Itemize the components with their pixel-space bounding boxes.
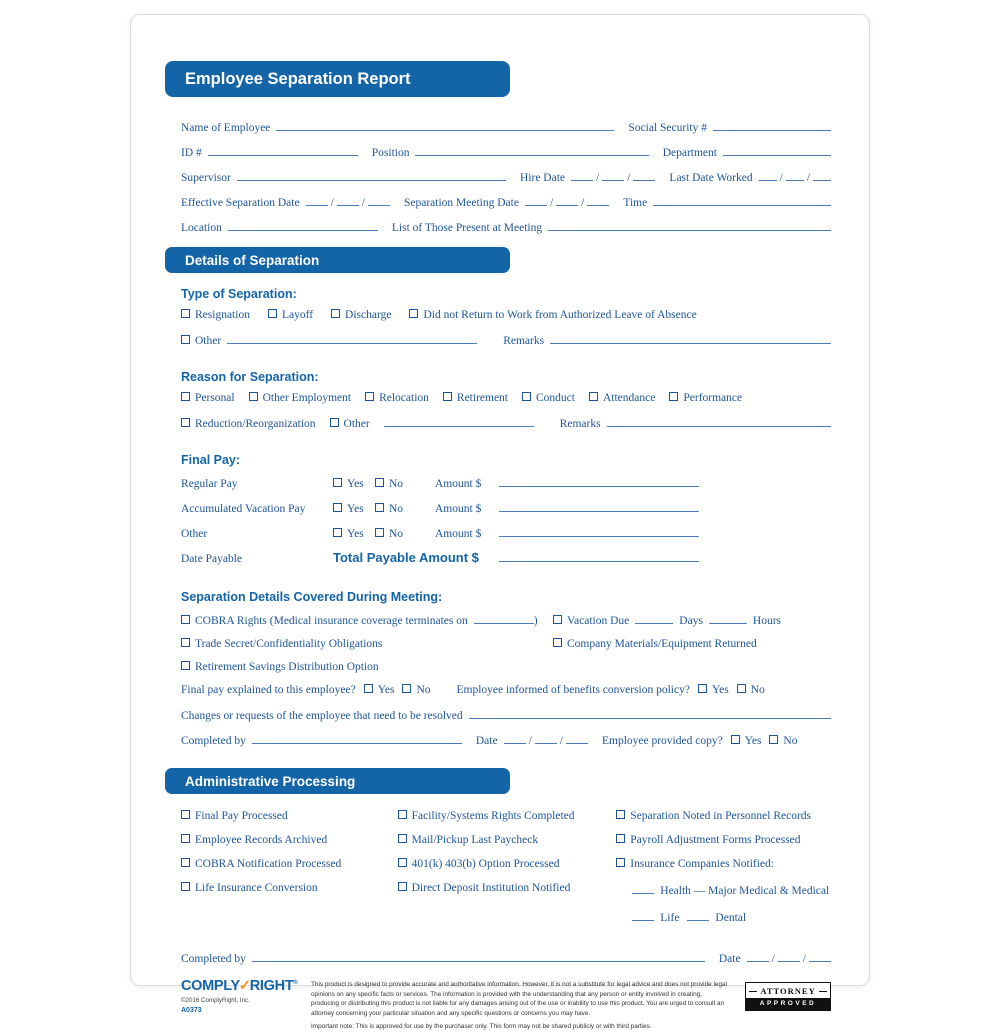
checkbox-label: Yes (377, 684, 395, 696)
checkbox-box[interactable] (409, 309, 418, 318)
changes-label: Changes or requests of the employee that need to be resolved (181, 710, 463, 722)
date-slash: / (528, 735, 532, 747)
reason-other-input[interactable] (384, 415, 534, 427)
type-of-separation-heading: Type of Separation: (181, 287, 297, 301)
checkbox-label: No (416, 684, 431, 696)
date-segment[interactable] (602, 169, 624, 181)
checkbox-label: Retirement (456, 392, 508, 404)
attorney-text: ATTORNEY (760, 986, 816, 996)
date-segment[interactable] (525, 194, 547, 206)
checkbox-final-pay-processed[interactable] (181, 810, 388, 823)
those-present-label: List of Those Present at Meeting (391, 222, 543, 234)
date-slash: / (549, 197, 554, 209)
health-insurance-row (632, 882, 831, 898)
date-slash: / (361, 197, 365, 209)
dental-label: Dental (715, 912, 747, 924)
checkbox-label: Yes (347, 528, 364, 540)
checkbox-label: Facility/Systems Rights Completed (411, 810, 575, 822)
checkbox-vacation-pay-yes[interactable] (333, 503, 375, 516)
checkbox-label: Insurance Companies Notified: (630, 858, 774, 870)
checkbox-401k-option[interactable] (398, 858, 607, 871)
supervisor-input[interactable] (237, 169, 506, 181)
brand-column (181, 978, 301, 1014)
reason-for-separation-heading: Reason for Separation: (181, 370, 319, 384)
location-input[interactable] (228, 219, 378, 231)
position-label: Position (371, 147, 410, 159)
time-input[interactable] (653, 194, 831, 206)
checkbox-other-employment[interactable] (249, 392, 351, 405)
checkbox-copy-provided-yes[interactable] (731, 735, 762, 748)
vacation-pay-amount-input[interactable] (499, 500, 699, 512)
checkbox-box[interactable] (616, 834, 625, 843)
checkbox-label: No (783, 735, 798, 747)
field-row-1 (181, 119, 831, 135)
other-pay-label: Other (181, 528, 208, 540)
date-slash: / (596, 172, 600, 184)
department-label: Department (662, 147, 717, 159)
cobra-close-paren: ) (533, 615, 538, 627)
checkbox-relocation[interactable] (365, 392, 429, 405)
checkbox-box[interactable] (375, 478, 384, 487)
checkbox-label: No (750, 684, 765, 696)
checkbox-label: Life Insurance Conversion (195, 882, 318, 894)
supervisor-label: Supervisor (181, 172, 231, 184)
checkbox-regular-pay-yes[interactable] (333, 478, 375, 491)
date-slash: / (559, 735, 563, 747)
dental-input[interactable] (687, 909, 709, 921)
logo-comply-text: COMPLY (181, 978, 240, 994)
meeting-completed-row (181, 732, 831, 748)
disclaimer-text: This product is designed to provide accurate and authoritative information. However, it is not a substitute for legal advice and does not provide legal opinions on any specific facts or services. The information is provided with the understanding that any person or entity involved in creating, producing or distributing this product is not liable for any damages arising out of the use or inability to use this product. You are urged to consult an attorney concerning your particular situation and any specific questions or concerns you may have. (311, 981, 727, 1017)
life-dental-row (632, 909, 831, 925)
field-row-2 (181, 144, 831, 160)
admin-processing-grid (181, 810, 831, 936)
department-input[interactable] (723, 144, 831, 156)
those-present-input[interactable] (548, 219, 831, 231)
checkbox-label: Performance (683, 392, 743, 404)
hire-date-input[interactable] (571, 169, 655, 185)
checkbox-conduct[interactable] (522, 392, 575, 405)
checkbox-box[interactable] (330, 418, 339, 427)
checkbox-reason-other[interactable] (330, 418, 370, 431)
checkbox-resignation[interactable] (181, 309, 250, 322)
checkbox-vacation-due[interactable] (553, 615, 629, 628)
date-segment[interactable] (556, 194, 578, 206)
time-label: Time (623, 197, 648, 209)
cobra-vacation-row (181, 612, 831, 628)
checkbox-box[interactable] (181, 309, 190, 318)
checkbox-label: No (389, 503, 404, 515)
type-other-row (181, 332, 831, 348)
checkbox-label: Retirement Savings Distribution Option (195, 661, 379, 673)
name-of-employee-input[interactable] (276, 119, 614, 131)
date-segment[interactable] (504, 732, 526, 744)
checkbox-cobra-notification[interactable] (181, 858, 388, 871)
questions-row (181, 684, 831, 697)
date-segment[interactable] (633, 169, 655, 181)
checkbox-company-materials[interactable] (553, 638, 757, 651)
checkbox-label: Discharge (345, 309, 392, 321)
footer-date-input[interactable] (747, 950, 831, 966)
life-input[interactable] (632, 909, 654, 921)
total-payable-label: Total Payable Amount $ (333, 550, 479, 565)
health-label: Health — Major Medical & Medical (660, 885, 830, 897)
checkbox-label: Company Materials/Equipment Returned (567, 638, 757, 650)
checkbox-label: Attendance (602, 392, 656, 404)
date-slash: / (806, 172, 810, 184)
date-slash: / (802, 953, 806, 965)
date-segment[interactable] (337, 194, 359, 206)
vacation-days-input[interactable] (635, 612, 673, 624)
checkbox-box[interactable] (181, 335, 190, 344)
checkbox-box[interactable] (333, 528, 342, 537)
name-of-employee-label: Name of Employee (181, 122, 271, 134)
meeting-completed-by-label: Completed by (181, 735, 246, 747)
vacation-pay-label: Accumulated Vacation Pay (181, 503, 306, 515)
checkbox-reduction-reorganization[interactable] (181, 418, 316, 431)
vacation-pay-row (181, 500, 831, 516)
checkbox-label: Mail/Pickup Last Paycheck (411, 834, 539, 846)
hire-date-label: Hire Date (519, 172, 566, 184)
checkbox-vacation-pay-no[interactable] (375, 503, 435, 516)
id-input[interactable] (208, 144, 358, 156)
copyright-text: ©2016 ComplyRight, Inc. (181, 997, 250, 1004)
amount-label: Amount $ (435, 478, 482, 490)
page-title: Employee Separation Report (185, 69, 411, 88)
copy-question: Employee provided copy? (601, 735, 723, 747)
checkbox-label: Employee Records Archived (195, 834, 328, 846)
checkbox-label: Final Pay Processed (195, 810, 288, 822)
badge-top (746, 983, 830, 998)
checkbox-box[interactable] (181, 661, 190, 670)
benefits-question: Employee informed of benefits conversion policy? (456, 684, 690, 696)
checkbox-no-return-from-leave[interactable] (409, 309, 696, 322)
approved-text: APPROVED (746, 998, 830, 1010)
employee-info-section (181, 119, 831, 235)
legal-disclaimer (301, 978, 745, 1032)
checkbox-label: Separation Noted in Personnel Records (630, 810, 812, 822)
checkbox-label: Yes (347, 503, 364, 515)
amount-label: Amount $ (435, 503, 482, 515)
checkbox-retirement[interactable] (443, 392, 508, 405)
important-note-text: Important note: This is approved for use by the purchaser only. This form may not be shared publicly or with third parties. (311, 1023, 652, 1031)
checkbox-facility-rights[interactable] (398, 810, 607, 823)
last-date-worked-label: Last Date Worked (669, 172, 753, 184)
checkbox-box[interactable] (364, 684, 373, 693)
checkbox-attendance[interactable] (589, 392, 655, 405)
checkbox-box[interactable] (616, 810, 625, 819)
checkbox-performance[interactable] (669, 392, 742, 405)
admin-column-3 (616, 810, 831, 936)
checkbox-final-pay-explained-no[interactable] (402, 684, 430, 697)
separation-meeting-date-label: Separation Meeting Date (403, 197, 519, 209)
reason-remarks-input[interactable] (607, 415, 831, 427)
administrative-processing-banner (165, 768, 510, 794)
health-input[interactable] (632, 882, 654, 894)
checkbox-box[interactable] (769, 735, 778, 744)
field-row-3 (181, 169, 831, 185)
regular-pay-row (181, 475, 831, 491)
reason-options-row-2 (181, 415, 831, 431)
checkbox-box[interactable] (181, 638, 190, 647)
checkbox-box[interactable] (522, 392, 531, 401)
checkbox-trade-secret[interactable] (181, 638, 382, 651)
date-payable-label: Date Payable (181, 553, 242, 565)
checkbox-box[interactable] (181, 392, 190, 401)
checkbox-box[interactable] (589, 392, 598, 401)
checkbox-label: Direct Deposit Institution Notified (411, 882, 571, 894)
changes-row (181, 707, 831, 723)
field-row-4 (181, 194, 831, 210)
checkbox-box[interactable] (365, 392, 374, 401)
meeting-completed-by-input[interactable] (252, 732, 462, 744)
checkbox-label: Other Employment (262, 392, 352, 404)
checkbox-personal[interactable] (181, 392, 235, 405)
checkbox-box[interactable] (737, 684, 746, 693)
details-banner-label: Details of Separation (185, 252, 320, 268)
footer-brand-block (181, 978, 831, 1032)
checkbox-direct-deposit[interactable] (398, 882, 607, 895)
checkbox-label: Trade Secret/Confidentiality Obligations (195, 638, 383, 650)
checkbox-box[interactable] (181, 834, 190, 843)
date-slash: / (627, 172, 631, 184)
checkbox-type-other[interactable] (181, 335, 221, 348)
other-pay-row (181, 525, 831, 541)
form-number: A0373 (181, 1007, 202, 1014)
date-segment[interactable] (571, 169, 593, 181)
date-segment[interactable] (759, 169, 777, 181)
vacation-hours-input[interactable] (709, 612, 747, 624)
checkbox-copy-provided-no[interactable] (769, 735, 797, 748)
checkbox-label: Other (195, 335, 222, 347)
amount-label: Amount $ (435, 528, 482, 540)
total-payable-row (181, 550, 831, 566)
admin-column-2 (398, 810, 607, 936)
type-remarks-label: Remarks (503, 335, 545, 347)
checkbox-box[interactable] (553, 615, 562, 624)
reason-options-row-1 (181, 392, 831, 405)
ssn-label: Social Security # (628, 122, 707, 134)
date-segment[interactable] (786, 169, 804, 181)
checkbox-box[interactable] (443, 392, 452, 401)
date-segment[interactable] (368, 194, 390, 206)
date-segment[interactable] (566, 732, 588, 744)
field-row-5 (181, 219, 831, 235)
checkbox-regular-pay-no[interactable] (375, 478, 435, 491)
meeting-date-label: Date (475, 735, 498, 747)
date-segment[interactable] (778, 950, 800, 962)
checkbox-label: Conduct (536, 392, 575, 404)
footer-completed-by-input[interactable] (252, 950, 705, 962)
title-banner (165, 61, 510, 97)
checkbox-box[interactable] (181, 858, 190, 867)
footer-completed-by-label: Completed by (181, 953, 246, 965)
checkbox-label: COBRA Rights (Medical insurance coverage terminates on (195, 615, 468, 627)
checkbox-label: Payroll Adjustment Forms Processed (630, 834, 801, 846)
ssn-input[interactable] (713, 119, 831, 131)
cobra-group (181, 612, 553, 628)
checkbox-label: No (389, 478, 404, 490)
checkbox-layoff[interactable] (268, 309, 313, 322)
type-of-separation-options (181, 309, 831, 322)
date-segment[interactable] (535, 732, 557, 744)
life-label: Life (660, 912, 680, 924)
checkbox-box[interactable] (375, 528, 384, 537)
checkbox-box[interactable] (375, 503, 384, 512)
checkbox-box[interactable] (698, 684, 707, 693)
footer-completed-row (181, 950, 831, 966)
date-slash: / (330, 197, 334, 209)
checkbox-label: Other (343, 418, 370, 430)
checkbox-label: No (389, 528, 404, 540)
checkbox-box[interactable] (331, 309, 340, 318)
checkbox-label: Personal (195, 392, 235, 404)
checkbox-records-archived[interactable] (181, 834, 388, 847)
checkbox-box[interactable] (669, 392, 678, 401)
checkbox-label: Relocation (379, 392, 429, 404)
checkbox-box[interactable] (268, 309, 277, 318)
total-payable-input[interactable] (499, 550, 699, 562)
hours-label: Hours (752, 615, 782, 627)
checkbox-payroll-adjustment[interactable] (616, 834, 831, 847)
trade-materials-row (181, 638, 831, 651)
checkbox-label: Vacation Due (567, 615, 630, 627)
regular-pay-label: Regular Pay (181, 478, 238, 490)
type-other-input[interactable] (227, 332, 477, 344)
final-pay-heading: Final Pay: (181, 453, 241, 467)
retirement-row (181, 661, 831, 674)
checkbox-box[interactable] (398, 810, 407, 819)
checkbox-box[interactable] (398, 882, 407, 891)
attorney-approved-badge (745, 982, 831, 1011)
checkbox-label: 401(k) 403(b) Option Processed (411, 858, 560, 870)
logo-right-text: RIGHT (249, 978, 294, 994)
id-label: ID # (181, 147, 202, 159)
date-segment[interactable] (809, 950, 831, 962)
details-of-separation-banner (165, 247, 510, 273)
type-remarks-input[interactable] (550, 332, 831, 344)
meeting-date-input[interactable] (504, 732, 588, 748)
checkbox-label: Reduction/Reorganization (195, 418, 316, 430)
checkbox-other-pay-yes[interactable] (333, 528, 375, 541)
checkbox-label: Did not Return to Work from Authorized Leave of Absence (423, 309, 697, 321)
location-label: Location (181, 222, 222, 234)
checkbox-final-pay-explained-yes[interactable] (364, 684, 395, 697)
regular-pay-amount-input[interactable] (499, 475, 699, 487)
badge-rule-left (749, 991, 757, 992)
last-date-worked-input[interactable] (759, 169, 831, 185)
checkbox-last-paycheck[interactable] (398, 834, 607, 847)
days-label: Days (679, 615, 703, 627)
checkbox-box[interactable] (181, 418, 190, 427)
logo-check-icon: ✓ (238, 978, 251, 994)
separation-meeting-date-input[interactable] (525, 194, 609, 210)
checkbox-cobra-rights[interactable] (181, 615, 468, 628)
checkbox-insurance-notified[interactable] (616, 858, 831, 871)
date-slash: / (581, 197, 585, 209)
checkbox-box[interactable] (402, 684, 411, 693)
position-input[interactable] (415, 144, 648, 156)
date-segment[interactable] (306, 194, 328, 206)
checkbox-box[interactable] (181, 882, 190, 891)
complyright-logo (181, 978, 301, 994)
footer-date-label: Date (718, 953, 741, 965)
final-pay-question: Final pay explained to this employee? (181, 684, 356, 696)
date-slash: / (779, 172, 783, 184)
checkbox-label: COBRA Notification Processed (195, 858, 342, 870)
checkbox-box[interactable] (181, 615, 190, 624)
date-segment[interactable] (747, 950, 769, 962)
cobra-terminate-date-input[interactable] (474, 612, 534, 624)
trade-group (181, 638, 553, 651)
checkbox-separation-noted[interactable] (616, 810, 831, 823)
admin-banner-label: Administrative Processing (185, 773, 356, 789)
registered-mark-icon: ® (293, 980, 298, 987)
effective-separation-date-input[interactable] (306, 194, 390, 210)
checkbox-benefits-policy-yes[interactable] (698, 684, 729, 697)
checkbox-label: Yes (347, 478, 364, 490)
checkbox-box[interactable] (181, 810, 190, 819)
checkbox-box[interactable] (616, 858, 625, 867)
date-segment[interactable] (813, 169, 831, 181)
checkbox-label: Yes (711, 684, 729, 696)
admin-column-1 (181, 810, 388, 936)
effective-separation-date-label: Effective Separation Date (181, 197, 300, 209)
checkbox-box[interactable] (553, 638, 562, 647)
checkbox-other-pay-no[interactable] (375, 528, 435, 541)
checkbox-benefits-policy-no[interactable] (737, 684, 765, 697)
checkbox-retirement-savings[interactable] (181, 661, 379, 674)
other-pay-amount-input[interactable] (499, 525, 699, 537)
badge-rule-right (819, 991, 827, 992)
meeting-details-heading: Separation Details Covered During Meeting: (181, 590, 443, 604)
checkbox-box[interactable] (333, 478, 342, 487)
checkbox-discharge[interactable] (331, 309, 391, 322)
date-slash: / (771, 953, 775, 965)
checkbox-box[interactable] (333, 503, 342, 512)
checkbox-box[interactable] (398, 858, 407, 867)
checkbox-box[interactable] (249, 392, 258, 401)
reason-remarks-label: Remarks (559, 418, 601, 430)
checkbox-box[interactable] (398, 834, 407, 843)
checkbox-label: Layoff (281, 309, 314, 321)
checkbox-label: Yes (744, 735, 762, 747)
date-segment[interactable] (587, 194, 609, 206)
checkbox-box[interactable] (731, 735, 740, 744)
checkbox-life-insurance-conversion[interactable] (181, 882, 388, 895)
form-paper (130, 14, 870, 1031)
changes-input[interactable] (469, 707, 831, 719)
checkbox-label: Resignation (195, 309, 250, 321)
